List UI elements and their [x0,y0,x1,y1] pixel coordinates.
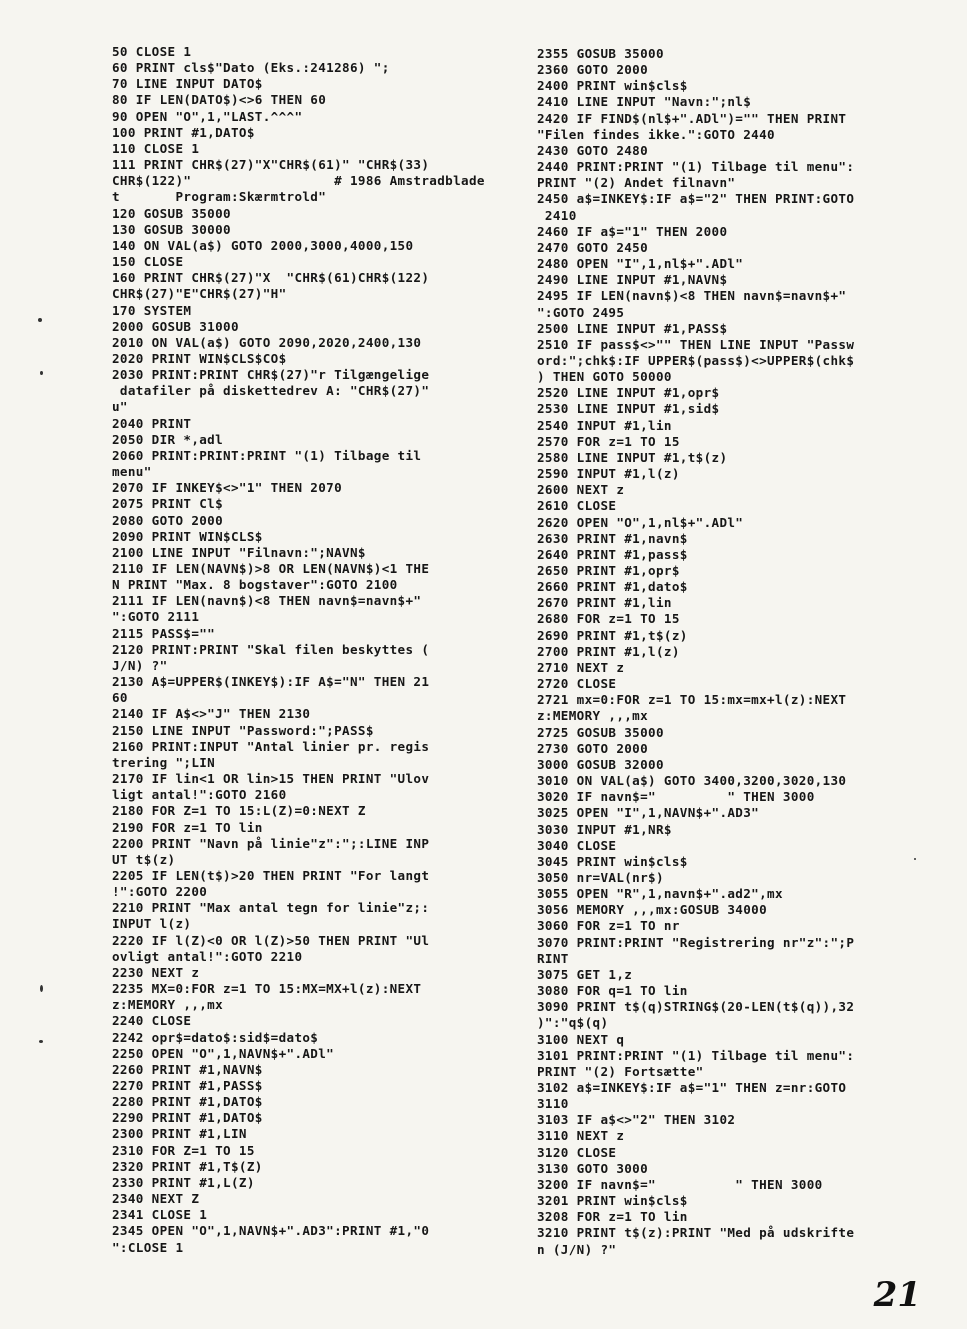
page-number: 21 [873,1275,921,1315]
code-line: 3120 CLOSE [537,1144,617,1160]
code-line: 3130 GOTO 3000 [537,1160,649,1176]
code-line: 2150 LINE INPUT "Password:";PASS$ [112,722,374,738]
code-line: 2530 LINE INPUT #1,sid$ [537,401,720,417]
code-line: 100 PRINT #1,DATO$ [112,124,255,140]
code-line: PRINT "(2) Fortsætte" [537,1063,704,1079]
code-line: 3200 IF navn$=" " THEN 3000 [537,1176,823,1192]
code-line: 3040 CLOSE [537,837,617,853]
code-line: N PRINT "Max. 8 bogstaver":GOTO 2100 [112,577,398,593]
code-line: 2110 IF LEN(NAVN$)>8 OR LEN(NAVN$)<1 THE [112,561,430,576]
code-line: 3075 GET 1,z [537,966,633,982]
code-line: 2270 PRINT #1,PASS$ [112,1078,263,1093]
code-line: menu" [112,464,152,480]
code-line: 2360 GOTO 2000 [537,62,649,78]
code-line: trering ";LIN [112,754,216,770]
code-line: 120 GOSUB 35000 [112,205,231,221]
code-line: 3110 NEXT z [537,1128,625,1144]
code-line: 2111 IF LEN(navn$)<8 THEN navn$=navn$+" [112,593,422,609]
code-line: ovligt antal!":GOTO 2210 [112,948,303,964]
code-line: 2690 PRINT #1,t$(z) [537,627,688,643]
code-line: 3010 ON VAL(a$) GOTO 3400,3200,3020,130 [537,773,847,789]
code-line: 2190 FOR z=1 TO lin [112,819,263,835]
code-line: 2310 FOR Z=1 TO 15 [112,1142,255,1158]
code-line: 3110 [537,1096,569,1112]
code-line: 2242 opr$=dato$:sid$=dato$ [112,1029,319,1045]
code-line: 2320 PRINT #1,T$(Z) [112,1158,263,1174]
code-line: 2670 PRINT #1,lin [537,595,672,611]
code-line: 3000 GOSUB 32000 [537,756,664,772]
code-line: 50 CLOSE 1 [112,44,192,59]
code-line: 2140 IF A$<>"J" THEN 2130 [112,706,311,722]
code-line: 2700 PRINT #1,l(z) [537,643,680,659]
code-line: 2470 GOTO 2450 [537,239,649,255]
code-line: 2240 CLOSE [112,1013,192,1029]
code-line: 2610 CLOSE [537,498,617,514]
code-line: 3102 a$=INKEY$:IF a$="1" THEN z=nr:GOTO [537,1080,847,1095]
code-line: 3080 FOR q=1 TO lin [537,983,688,999]
code-line: u" [112,399,128,415]
code-line: 2510 IF pass$<>"" THEN LINE INPUT "Passw [537,336,855,352]
code-line: 2540 INPUT #1,lin [537,417,672,433]
code-line: 2720 CLOSE [537,676,617,692]
code-line: 2260 PRINT #1,NAVN$ [112,1061,263,1077]
code-line: ":GOTO 2111 [112,609,200,625]
code-line: 2030 PRINT:PRINT CHR$(27)"r Tilgængelige [112,367,430,383]
code-line: 2230 NEXT z [112,964,200,980]
code-line: )":"q$(q) [537,1015,609,1031]
right-code-listing [537,46,927,1258]
code-line: 2130 A$=UPPER$(INKEY$):IF A$="N" THEN 21 [112,674,430,690]
code-line: 150 CLOSE [112,254,184,270]
code-line: 2235 MX=0:FOR z=1 TO 15:MX=MX+l(z):NEXT [112,981,422,997]
code-line: 3103 IF a$<>"2" THEN 3102 [537,1112,736,1128]
code-line: 3101 PRINT:PRINT "(1) Tilbage til menu": [537,1047,855,1063]
code-line: 2290 PRINT #1,DATO$ [112,1110,263,1126]
code-line: 80 IF LEN(DATO$)<>6 THEN 60 [112,92,327,108]
code-line: 2630 PRINT #1,navn$ [537,530,688,546]
code-line: RINT [537,950,569,966]
scan-speck [38,318,42,322]
code-line: 2300 PRINT #1,LIN [112,1126,247,1142]
code-line: !":GOTO 2200 [112,884,208,900]
code-line: 2460 IF a$="1" THEN 2000 [537,223,728,239]
code-line: 2480 OPEN "I",1,nl$+".ADl" [537,256,744,272]
code-line: 2725 GOSUB 35000 [537,724,664,740]
scan-speck [914,858,916,860]
code-line: 3100 NEXT q [537,1031,625,1047]
code-line: 3208 FOR z=1 TO lin [537,1209,688,1225]
code-line: 2520 LINE INPUT #1,opr$ [537,385,720,401]
code-line: 2620 OPEN "O",1,nl$+".ADl" [537,514,744,530]
code-line: 2355 GOSUB 35000 [537,46,664,61]
code-line: z:MEMORY ,,,mx [537,708,649,724]
code-line: 3045 PRINT win$cls$ [537,853,688,869]
code-line: 2430 GOTO 2480 [537,142,649,158]
code-line: 130 GOSUB 30000 [112,221,231,237]
code-line: 2440 PRINT:PRINT "(1) Tilbage til menu": [537,159,855,175]
code-line: 2090 PRINT WIN$CLS$ [112,528,263,544]
code-line: 3025 OPEN "I",1,NAVN$+".AD3" [537,805,760,821]
code-line: 2500 LINE INPUT #1,PASS$ [537,320,728,336]
code-line: 2490 LINE INPUT #1,NAVN$ [537,272,728,288]
code-line: 2410 [537,207,577,223]
code-line: PRINT "(2) Andet filnavn" [537,175,736,191]
code-line: 3210 PRINT t$(z):PRINT "Med på udskrifte [537,1225,855,1241]
code-line: 2000 GOSUB 31000 [112,318,239,334]
code-line: 3056 MEMORY ,,,mx:GOSUB 34000 [537,902,768,918]
code-line: 2730 GOTO 2000 [537,740,649,756]
code-line: 2590 INPUT #1,l(z) [537,466,680,482]
code-line: CHR$(122)" # 1986 Amstradblade [112,173,485,189]
code-line: n (J/N) ?" [537,1241,617,1257]
code-line: 2180 FOR Z=1 TO 15:L(Z)=0:NEXT Z [112,803,366,819]
code-line: ord:";chk$:IF UPPER$(pass$)<>UPPER$(chk$ [537,352,855,368]
code-line: 60 [112,690,128,706]
code-line: ligt antal!":GOTO 2160 [112,787,287,803]
code-line: 70 LINE INPUT DATO$ [112,76,263,92]
left-code-listing [112,44,492,1256]
code-line: 2340 NEXT Z [112,1191,200,1207]
code-line: 2330 PRINT #1,L(Z) [112,1174,255,1190]
code-line: 3090 PRINT t$(q)STRING$(20-LEN(t$(q)),32 [537,999,855,1015]
code-line: 2280 PRINT #1,DATO$ [112,1094,263,1110]
code-line: 160 PRINT CHR$(27)"X "CHR$(61)CHR$(122) [112,270,430,286]
code-line: 3060 FOR z=1 TO nr [537,918,680,934]
code-line: 2220 IF l(Z)<0 OR l(Z)>50 THEN PRINT "Ul [112,932,430,948]
code-line: 90 OPEN "O",1,"LAST.^^^" [112,108,303,124]
code-line: 2050 DIR *,adl [112,431,224,447]
code-line: ":CLOSE 1 [112,1239,184,1255]
code-line: 2075 PRINT Cl$ [112,496,224,512]
code-line: 2010 ON VAL(a$) GOTO 2090,2020,2400,130 [112,334,422,350]
code-line: 3070 PRINT:PRINT "Registrering nr"z":";P [537,934,855,950]
scan-speck [40,371,43,375]
code-line: 2400 PRINT win$cls$ [537,78,688,94]
code-line: CHR$(27)"E"CHR$(27)"H" [112,286,287,302]
code-line: 3020 IF navn$=" " THEN 3000 [537,789,815,805]
code-line: 2160 PRINT:INPUT "Antal linier pr. regis [112,738,430,754]
code-line: "Filen findes ikke.":GOTO 2440 [537,126,775,142]
code-line: 2100 LINE INPUT "Filnavn:";NAVN$ [112,544,366,560]
code-line: 2115 PASS$="" [112,625,216,641]
code-line: 2020 PRINT WIN$CLS$CO$ [112,350,287,366]
code-line: 2640 PRINT #1,pass$ [537,546,688,562]
code-line: 2040 PRINT [112,415,192,431]
code-line: z:MEMORY ,,,mx [112,997,224,1013]
code-line: 2080 GOTO 2000 [112,512,224,528]
code-line: datafiler på diskettedrev A: "CHR$(27)" [112,383,430,399]
code-line: 2580 LINE INPUT #1,t$(z) [537,449,728,465]
code-line: 110 CLOSE 1 [112,140,200,156]
code-line: 2205 IF LEN(t$)>20 THEN PRINT "For langt [112,867,430,883]
code-line: 2721 mx=0:FOR z=1 TO 15:mx=mx+l(z):NEXT [537,692,847,708]
code-line: 2680 FOR z=1 TO 15 [537,611,680,627]
code-line: 3050 nr=VAL(nr$) [537,869,664,885]
code-line: J/N) ?" [112,657,168,673]
code-line: 2120 PRINT:PRINT "Skal filen beskyttes ( [112,641,430,657]
code-line: 2070 IF INKEY$<>"1" THEN 2070 [112,480,343,496]
code-line: UT t$(z) [112,851,176,867]
code-line: 3201 PRINT win$cls$ [537,1193,688,1209]
code-line: 2200 PRINT "Navn på linie"z":";:LINE INP [112,835,430,851]
code-line: 60 PRINT cls$"Dato (Eks.:241286) "; [112,60,390,76]
code-line: 2345 OPEN "O",1,NAVN$+".AD3":PRINT #1,"0 [112,1223,430,1239]
code-line: 2650 PRINT #1,opr$ [537,563,680,578]
code-line: 2341 CLOSE 1 [112,1207,208,1223]
code-line: 111 PRINT CHR$(27)"X"CHR$(61)" "CHR$(33) [112,157,430,173]
code-line: 2170 IF lin<1 OR lin>15 THEN PRINT "Ulov [112,771,430,787]
code-line: 3055 OPEN "R",1,navn$+".ad2",mx [537,886,783,902]
code-line: 3030 INPUT #1,NR$ [537,821,672,837]
code-line: 2495 IF LEN(navn$)<8 THEN navn$=navn$+" [537,288,847,304]
code-line: 2570 FOR z=1 TO 15 [537,433,680,449]
code-line: 2250 OPEN "O",1,NAVN$+".ADl" [112,1045,335,1061]
code-line: ":GOTO 2495 [537,304,625,320]
code-line: 2710 NEXT z [537,659,625,675]
code-line: 2210 PRINT "Max antal tegn for linie"z;: [112,900,430,916]
code-line: 2060 PRINT:PRINT:PRINT "(1) Tilbage til [112,447,422,463]
code-line: 2660 PRINT #1,dato$ [537,579,688,595]
code-line: 2410 LINE INPUT "Navn:";nl$ [537,94,752,110]
code-line: 140 ON VAL(a$) GOTO 2000,3000,4000,150 [112,237,414,253]
code-line: 2600 NEXT z [537,482,625,498]
scan-speck [39,1040,43,1043]
code-line: 170 SYSTEM [112,302,192,318]
code-line: INPUT l(z) [112,916,192,932]
code-line: ) THEN GOTO 50000 [537,369,672,385]
code-line: 2420 IF FIND$(nl$+".ADl")="" THEN PRINT [537,110,847,126]
code-line: t Program:Skærmtrold" [112,189,327,205]
scan-speck [40,985,43,992]
code-line: 2450 a$=INKEY$:IF a$="2" THEN PRINT:GOTO [537,191,855,207]
